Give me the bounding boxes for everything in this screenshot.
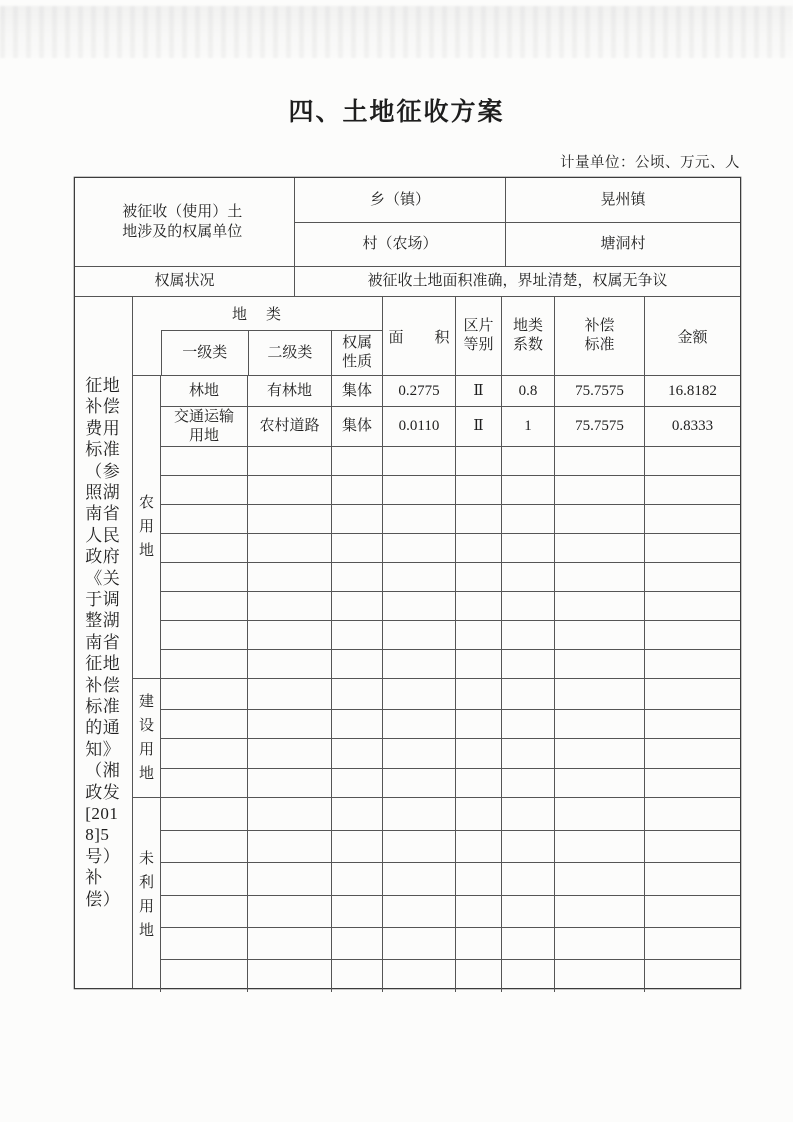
table-cell — [501, 769, 554, 797]
table-row — [161, 709, 740, 738]
table-cell — [554, 896, 644, 927]
table-cell — [247, 769, 331, 797]
table-cell — [501, 863, 554, 895]
table-row — [161, 533, 740, 562]
land-section — [133, 797, 740, 992]
table-cell — [331, 831, 382, 862]
table-row — [161, 562, 740, 591]
area-header — [382, 297, 458, 375]
land-acquisition-table — [74, 177, 741, 989]
table-cell — [161, 376, 247, 406]
section-label-text: 农用地 — [138, 495, 154, 559]
table-cell — [161, 563, 247, 591]
table-cell-text: 集体 — [341, 382, 372, 399]
section-label — [133, 376, 161, 678]
table-cell — [644, 928, 740, 959]
table-cell — [247, 896, 331, 927]
table-cell — [554, 928, 644, 959]
table-cell — [554, 769, 644, 797]
compensation-standard-side-label — [75, 297, 133, 988]
table-cell — [382, 505, 455, 533]
table-cell — [554, 798, 644, 830]
table-cell — [331, 563, 382, 591]
table-cell — [331, 928, 382, 959]
table-cell — [644, 407, 740, 446]
table-cell — [501, 710, 554, 738]
table-cell — [161, 505, 247, 533]
table-cell — [247, 928, 331, 959]
table-cell — [331, 534, 382, 562]
table-cell — [644, 621, 740, 649]
table-row — [161, 738, 740, 768]
scan-noise-band — [0, 6, 793, 58]
table-cell — [247, 534, 331, 562]
table-cell — [382, 407, 455, 446]
table-cell — [161, 679, 247, 709]
table-row — [161, 798, 740, 830]
table-cell — [331, 505, 382, 533]
township-row — [295, 178, 740, 222]
table-row — [161, 446, 740, 475]
comp-standard-header-text: 补偿标准 — [584, 317, 615, 353]
table-cell — [501, 563, 554, 591]
table-cell-text: Ⅱ — [473, 382, 484, 399]
table-cell — [455, 798, 501, 830]
table-cell — [247, 650, 331, 678]
table-cell — [501, 376, 554, 406]
table-cell — [331, 592, 382, 620]
table-row — [161, 591, 740, 620]
table-cell — [247, 476, 331, 504]
area-header-text: 面 积 — [388, 329, 458, 346]
table-cell — [382, 739, 455, 768]
table-cell — [382, 476, 455, 504]
table-cell — [455, 650, 501, 678]
table-cell — [455, 831, 501, 862]
land-section — [133, 375, 740, 678]
body-sections — [133, 375, 740, 992]
land-class-subheader — [161, 330, 382, 375]
table-cell — [247, 863, 331, 895]
table-row — [161, 895, 740, 927]
table-cell — [161, 960, 247, 992]
table-cell — [501, 739, 554, 768]
table-cell — [554, 563, 644, 591]
table-cell — [161, 592, 247, 620]
section-rows — [161, 798, 740, 992]
table-cell — [455, 710, 501, 738]
table-header — [133, 297, 740, 375]
table-cell — [247, 710, 331, 738]
compensation-grid — [133, 297, 740, 988]
table-cell — [501, 798, 554, 830]
table-cell-text: 交通运输用地 — [173, 408, 234, 444]
table-cell — [247, 960, 331, 992]
table-cell — [554, 863, 644, 895]
table-row — [161, 475, 740, 504]
table-cell — [247, 407, 331, 446]
table-cell-text: 0.8 — [518, 382, 538, 399]
township-value: 晃州镇 — [505, 178, 740, 222]
table-cell — [644, 592, 740, 620]
table-row — [161, 862, 740, 895]
class-coeff-header-text: 地类系数 — [512, 317, 543, 353]
page-title: 四、土地征收方案 — [288, 99, 505, 126]
ownership-unit-label-text: 被征收（使用）土地涉及的权属单位 — [122, 203, 243, 240]
table-cell — [247, 739, 331, 768]
section-rows — [161, 376, 740, 678]
table-cell — [161, 621, 247, 649]
table-cell — [455, 505, 501, 533]
table-cell — [382, 592, 455, 620]
table-cell — [331, 650, 382, 678]
table-cell — [161, 534, 247, 562]
table-cell — [161, 710, 247, 738]
table-cell — [455, 621, 501, 649]
table-cell — [331, 376, 382, 406]
section-rows — [161, 679, 740, 797]
table-cell-text: 0.8333 — [671, 418, 714, 435]
table-cell — [455, 476, 501, 504]
ownership-nature-header — [331, 331, 382, 375]
table-cell — [382, 960, 455, 992]
table-cell — [501, 928, 554, 959]
table-cell — [455, 407, 501, 446]
table-cell — [331, 960, 382, 992]
table-row — [161, 830, 740, 862]
unit-note: 计量单位：公顷、万元、人 — [560, 155, 740, 171]
table-cell — [331, 863, 382, 895]
table-cell — [161, 928, 247, 959]
table-cell-text: 75.7575 — [575, 418, 624, 435]
table-cell — [382, 534, 455, 562]
ownership-unit-row — [75, 178, 740, 266]
table-cell — [331, 739, 382, 768]
table-cell-text: 1 — [524, 418, 532, 435]
table-cell — [455, 928, 501, 959]
table-row — [161, 376, 740, 406]
section-label-text: 建设用地 — [138, 694, 154, 782]
table-cell — [161, 769, 247, 797]
table-cell — [554, 739, 644, 768]
table-cell — [161, 798, 247, 830]
table-cell — [644, 798, 740, 830]
table-cell-text: 林地 — [188, 382, 219, 399]
land-class-header-group — [133, 297, 382, 375]
table-cell — [382, 447, 455, 475]
table-cell — [455, 376, 501, 406]
table-cell — [161, 831, 247, 862]
table-cell — [161, 476, 247, 504]
table-row — [161, 768, 740, 797]
table-cell — [455, 534, 501, 562]
table-cell — [161, 407, 247, 446]
table-cell — [644, 739, 740, 768]
table-cell — [501, 650, 554, 678]
table-cell — [331, 621, 382, 649]
table-cell — [554, 505, 644, 533]
ownership-status-row — [75, 266, 740, 296]
table-cell — [644, 534, 740, 562]
table-cell — [331, 679, 382, 709]
ownership-status-value: 被征收土地面积准确，界址清楚，权属无争议 — [367, 273, 668, 290]
table-cell — [331, 476, 382, 504]
table-cell — [331, 896, 382, 927]
table-row — [161, 959, 740, 992]
table-cell — [455, 679, 501, 709]
table-cell — [554, 534, 644, 562]
table-cell — [382, 928, 455, 959]
table-cell-text: 有林地 — [266, 382, 312, 399]
ownership-unit-values — [295, 178, 740, 266]
section-label — [133, 798, 161, 992]
table-cell — [644, 679, 740, 709]
compensation-section — [75, 296, 740, 988]
table-cell — [644, 769, 740, 797]
table-cell — [455, 960, 501, 992]
section-label-text: 未利用地 — [138, 851, 154, 939]
table-cell — [554, 679, 644, 709]
table-cell — [501, 476, 554, 504]
section-label — [133, 679, 161, 797]
table-cell — [455, 896, 501, 927]
table-cell — [554, 650, 644, 678]
table-cell-text: 集体 — [341, 418, 372, 435]
table-cell — [382, 831, 455, 862]
table-cell — [247, 831, 331, 862]
table-cell — [501, 447, 554, 475]
table-cell — [644, 831, 740, 862]
table-cell — [382, 563, 455, 591]
ownership-nature-header-text: 权属性质 — [342, 334, 373, 370]
village-value: 塘洞村 — [505, 223, 740, 267]
table-row — [161, 927, 740, 959]
table-cell — [247, 679, 331, 709]
table-cell — [382, 621, 455, 649]
table-cell — [382, 376, 455, 406]
village-row — [295, 222, 740, 267]
ownership-unit-label — [75, 178, 295, 266]
table-cell — [554, 476, 644, 504]
table-cell — [455, 563, 501, 591]
table-cell — [247, 798, 331, 830]
table-cell — [247, 621, 331, 649]
table-cell-text: Ⅱ — [473, 418, 484, 435]
table-cell — [554, 621, 644, 649]
table-cell — [331, 407, 382, 446]
table-cell — [382, 650, 455, 678]
table-cell — [644, 960, 740, 992]
table-cell — [161, 739, 247, 768]
table-cell — [161, 863, 247, 895]
table-cell — [501, 534, 554, 562]
table-cell — [247, 505, 331, 533]
table-cell — [554, 447, 644, 475]
amount-header: 金额 — [644, 297, 740, 375]
table-cell — [501, 960, 554, 992]
table-cell — [644, 650, 740, 678]
table-cell — [554, 592, 644, 620]
table-cell — [455, 863, 501, 895]
table-cell — [501, 505, 554, 533]
level2-header: 二级类 — [248, 331, 332, 375]
table-cell — [382, 863, 455, 895]
table-cell — [331, 798, 382, 830]
table-cell — [455, 592, 501, 620]
table-cell — [382, 896, 455, 927]
table-cell — [554, 407, 644, 446]
table-row — [161, 649, 740, 678]
table-cell-text: 75.7575 — [575, 382, 624, 399]
table-cell — [382, 769, 455, 797]
table-cell — [382, 679, 455, 709]
table-cell — [247, 376, 331, 406]
level1-header: 一级类 — [182, 344, 228, 361]
class-coeff-header — [501, 297, 554, 375]
table-cell — [644, 563, 740, 591]
table-row — [161, 504, 740, 533]
table-cell-text: 16.8182 — [668, 382, 717, 399]
table-cell — [331, 710, 382, 738]
table-row — [161, 620, 740, 649]
table-cell — [644, 863, 740, 895]
table-cell — [382, 798, 455, 830]
table-cell — [554, 710, 644, 738]
village-field-label: 村（农场） — [362, 236, 438, 253]
table-cell — [247, 447, 331, 475]
table-cell — [644, 710, 740, 738]
table-cell — [455, 447, 501, 475]
table-cell — [501, 407, 554, 446]
table-row — [161, 406, 740, 446]
table-cell-text: 农村道路 — [259, 418, 320, 435]
table-cell — [161, 896, 247, 927]
table-cell — [455, 739, 501, 768]
comp-standard-header — [554, 297, 644, 375]
table-cell — [644, 376, 740, 406]
table-cell-text: 0.2775 — [398, 382, 440, 399]
zone-grade-header — [455, 297, 501, 375]
land-class-header: 地 类 — [231, 307, 283, 323]
land-section — [133, 678, 740, 797]
table-cell — [554, 831, 644, 862]
table-cell — [554, 376, 644, 406]
table-cell — [161, 650, 247, 678]
table-cell — [644, 476, 740, 504]
table-cell-text: 0.0110 — [398, 418, 440, 435]
table-cell — [331, 769, 382, 797]
table-cell — [501, 679, 554, 709]
table-cell — [644, 447, 740, 475]
table-cell — [247, 592, 331, 620]
table-cell — [501, 621, 554, 649]
table-cell — [501, 896, 554, 927]
table-cell — [554, 960, 644, 992]
zone-grade-header-text: 区片等别 — [463, 317, 494, 353]
table-cell — [161, 447, 247, 475]
ownership-status-label: 权属状况 — [75, 267, 295, 296]
table-cell — [501, 592, 554, 620]
table-cell — [644, 505, 740, 533]
table-cell — [247, 563, 331, 591]
table-cell — [331, 447, 382, 475]
table-cell — [501, 831, 554, 862]
township-field-label: 乡（镇） — [369, 191, 430, 208]
table-cell — [382, 710, 455, 738]
compensation-standard-side-text: 征地补偿费用标准（参照湖南省人民政府《关于调整湖南省征地补偿标准的通知》（湘政发[2018]5号）补偿） — [85, 375, 121, 909]
table-row — [161, 679, 740, 709]
table-cell — [644, 896, 740, 927]
table-cell — [455, 769, 501, 797]
